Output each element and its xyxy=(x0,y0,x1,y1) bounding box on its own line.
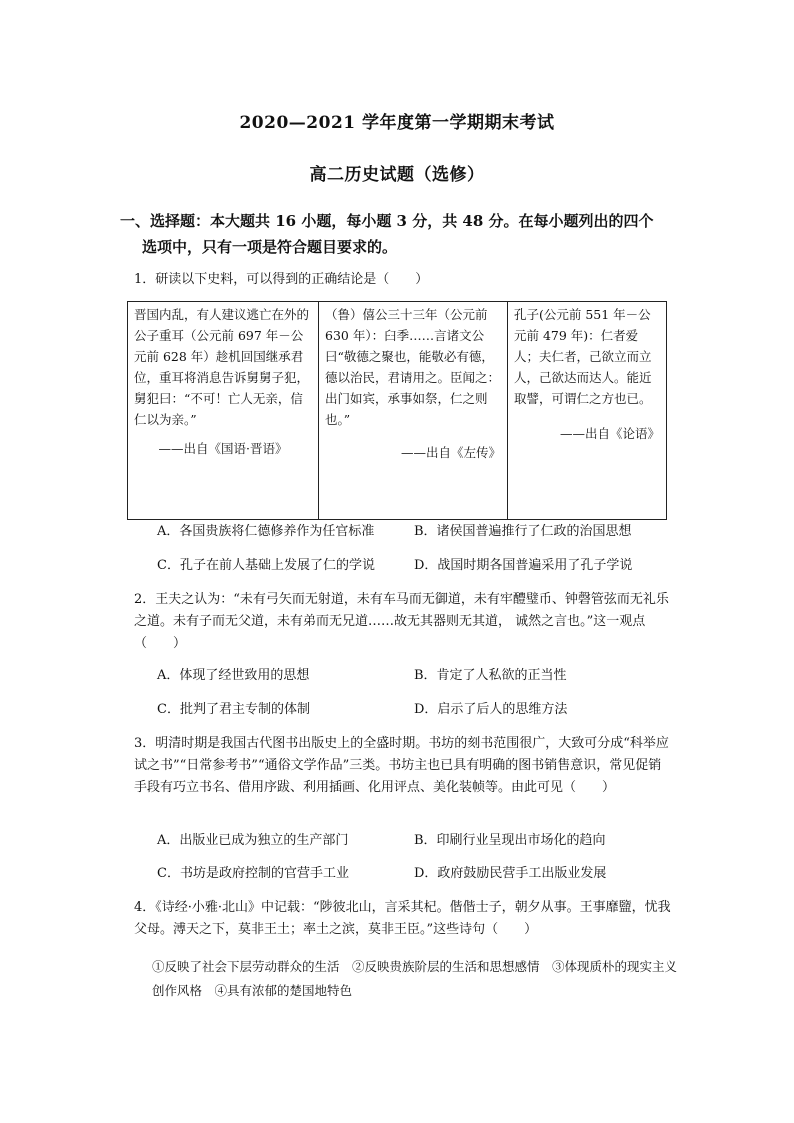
source-cell-guoyu xyxy=(128,302,319,520)
source-text: 晋国内乱，有人建议逃亡在外的公子重耳（公元前 697 年－公元前 628 年）趁机回国继承君位，重耳将消息告诉舅舅子犯，舅犯曰：“不可！亡人无亲，信仁以为亲。” xyxy=(134,307,310,427)
question-1-source-table xyxy=(127,301,667,520)
question-2-stem: 2．王夫之认为：“未有弓矢而无射道，未有车马而无御道，未有牢醴璧币、钟磬管弦而无礼乐之道。未有子而无父道，未有弟而无兄道……故无其器则无其道， 诚然之言也。”这一观点（ ） xyxy=(134,592,669,651)
q1-option-d: D．战国时期各国普遍采用了孔子学说 xyxy=(414,558,633,573)
source-cell-lunyu xyxy=(508,302,667,520)
q2-option-b: B．肯定了人私欲的正当性 xyxy=(414,668,567,683)
source-text: 孔子(公元前 551 年－公元前 479 年)：仁者爱人；夫仁者，己欲立而立人，己欲达而达人。能近取譬，可谓仁之方也已。 xyxy=(514,307,652,406)
q1-option-b: B．诸侯国普遍推行了仁政的治国思想 xyxy=(414,524,632,539)
q3-option-a: A．出版业已成为独立的生产部门 xyxy=(157,833,349,848)
exam-subtitle: 高二历史试题（选修） xyxy=(309,165,485,185)
source-text: （鲁）僖公三十三年（公元前 630 年）：臼季……言诸文公曰“敬德之聚也，能敬必有德，德以治民，君请用之。臣闻之：出门如宾，承事如祭，仁之则也。” xyxy=(325,307,501,427)
source-cell-zuozhuan xyxy=(319,302,508,520)
section-heading-line1: 一、选择题：本大题共 16 小题，每小题 3 分，共 48 分。在每小题列出的四个 xyxy=(120,212,654,230)
section-heading-line2: 选项中，只有一项是符合题目要求的。 xyxy=(142,238,398,256)
q3-option-b: B．印刷行业呈现出市场化的趋向 xyxy=(414,833,606,848)
q2-option-d: D．启示了后人的思维方法 xyxy=(414,702,568,717)
source-citation: ——出自《国语·晋语》 xyxy=(158,441,288,456)
q2-option-c: C．批判了君主专制的体制 xyxy=(157,702,310,717)
exam-title: 2020—2021 学年度第一学期期末考试 xyxy=(239,113,555,133)
q1-option-a: A．各国贵族将仁德修养作为任官标准 xyxy=(157,524,375,539)
question-4-statements: ①反映了社会下层劳动群众的生活 ②反映贵族阶层的生活和思想感情 ③体现质朴的现实主义创作风格 ④具有浓郁的楚国地特色 xyxy=(152,959,678,998)
question-4-stem: 4．《诗经·小雅·北山》中记载：“陟彼北山，言采其杞。偕偕士子，朝夕从事。王事靡盬，忧我父母。溥天之下，莫非王土；率土之滨，莫非王臣。”这些诗句（ ） xyxy=(134,900,671,937)
q2-option-a: A．体现了经世致用的思想 xyxy=(157,668,310,683)
source-citation: ——出自《论语》 xyxy=(559,426,660,441)
q3-option-d: D．政府鼓励民营手工出版业发展 xyxy=(414,866,607,881)
q3-option-c: C．书坊是政府控制的官营手工业 xyxy=(157,866,349,881)
source-citation: ——出自《左传》 xyxy=(400,445,501,460)
section-heading xyxy=(120,208,680,260)
question-1-stem: 1．研读以下史料，可以得到的正确结论是（ ） xyxy=(134,272,429,287)
q1-option-c: C．孔子在前人基础上发展了仁的学说 xyxy=(157,558,375,573)
question-3-stem: 3．明清时期是我国古代图书出版史上的全盛时期。书坊的刻书范围很广，大致可分成“科举应试之书”“日常参考书”“通俗文学作品”三类。书坊主也已具有明确的图书销售意识，常见促销手段有巧立书名、借用序跋、利用插画、化用评点、美化装帧等。由此可见（ ） xyxy=(134,736,669,795)
